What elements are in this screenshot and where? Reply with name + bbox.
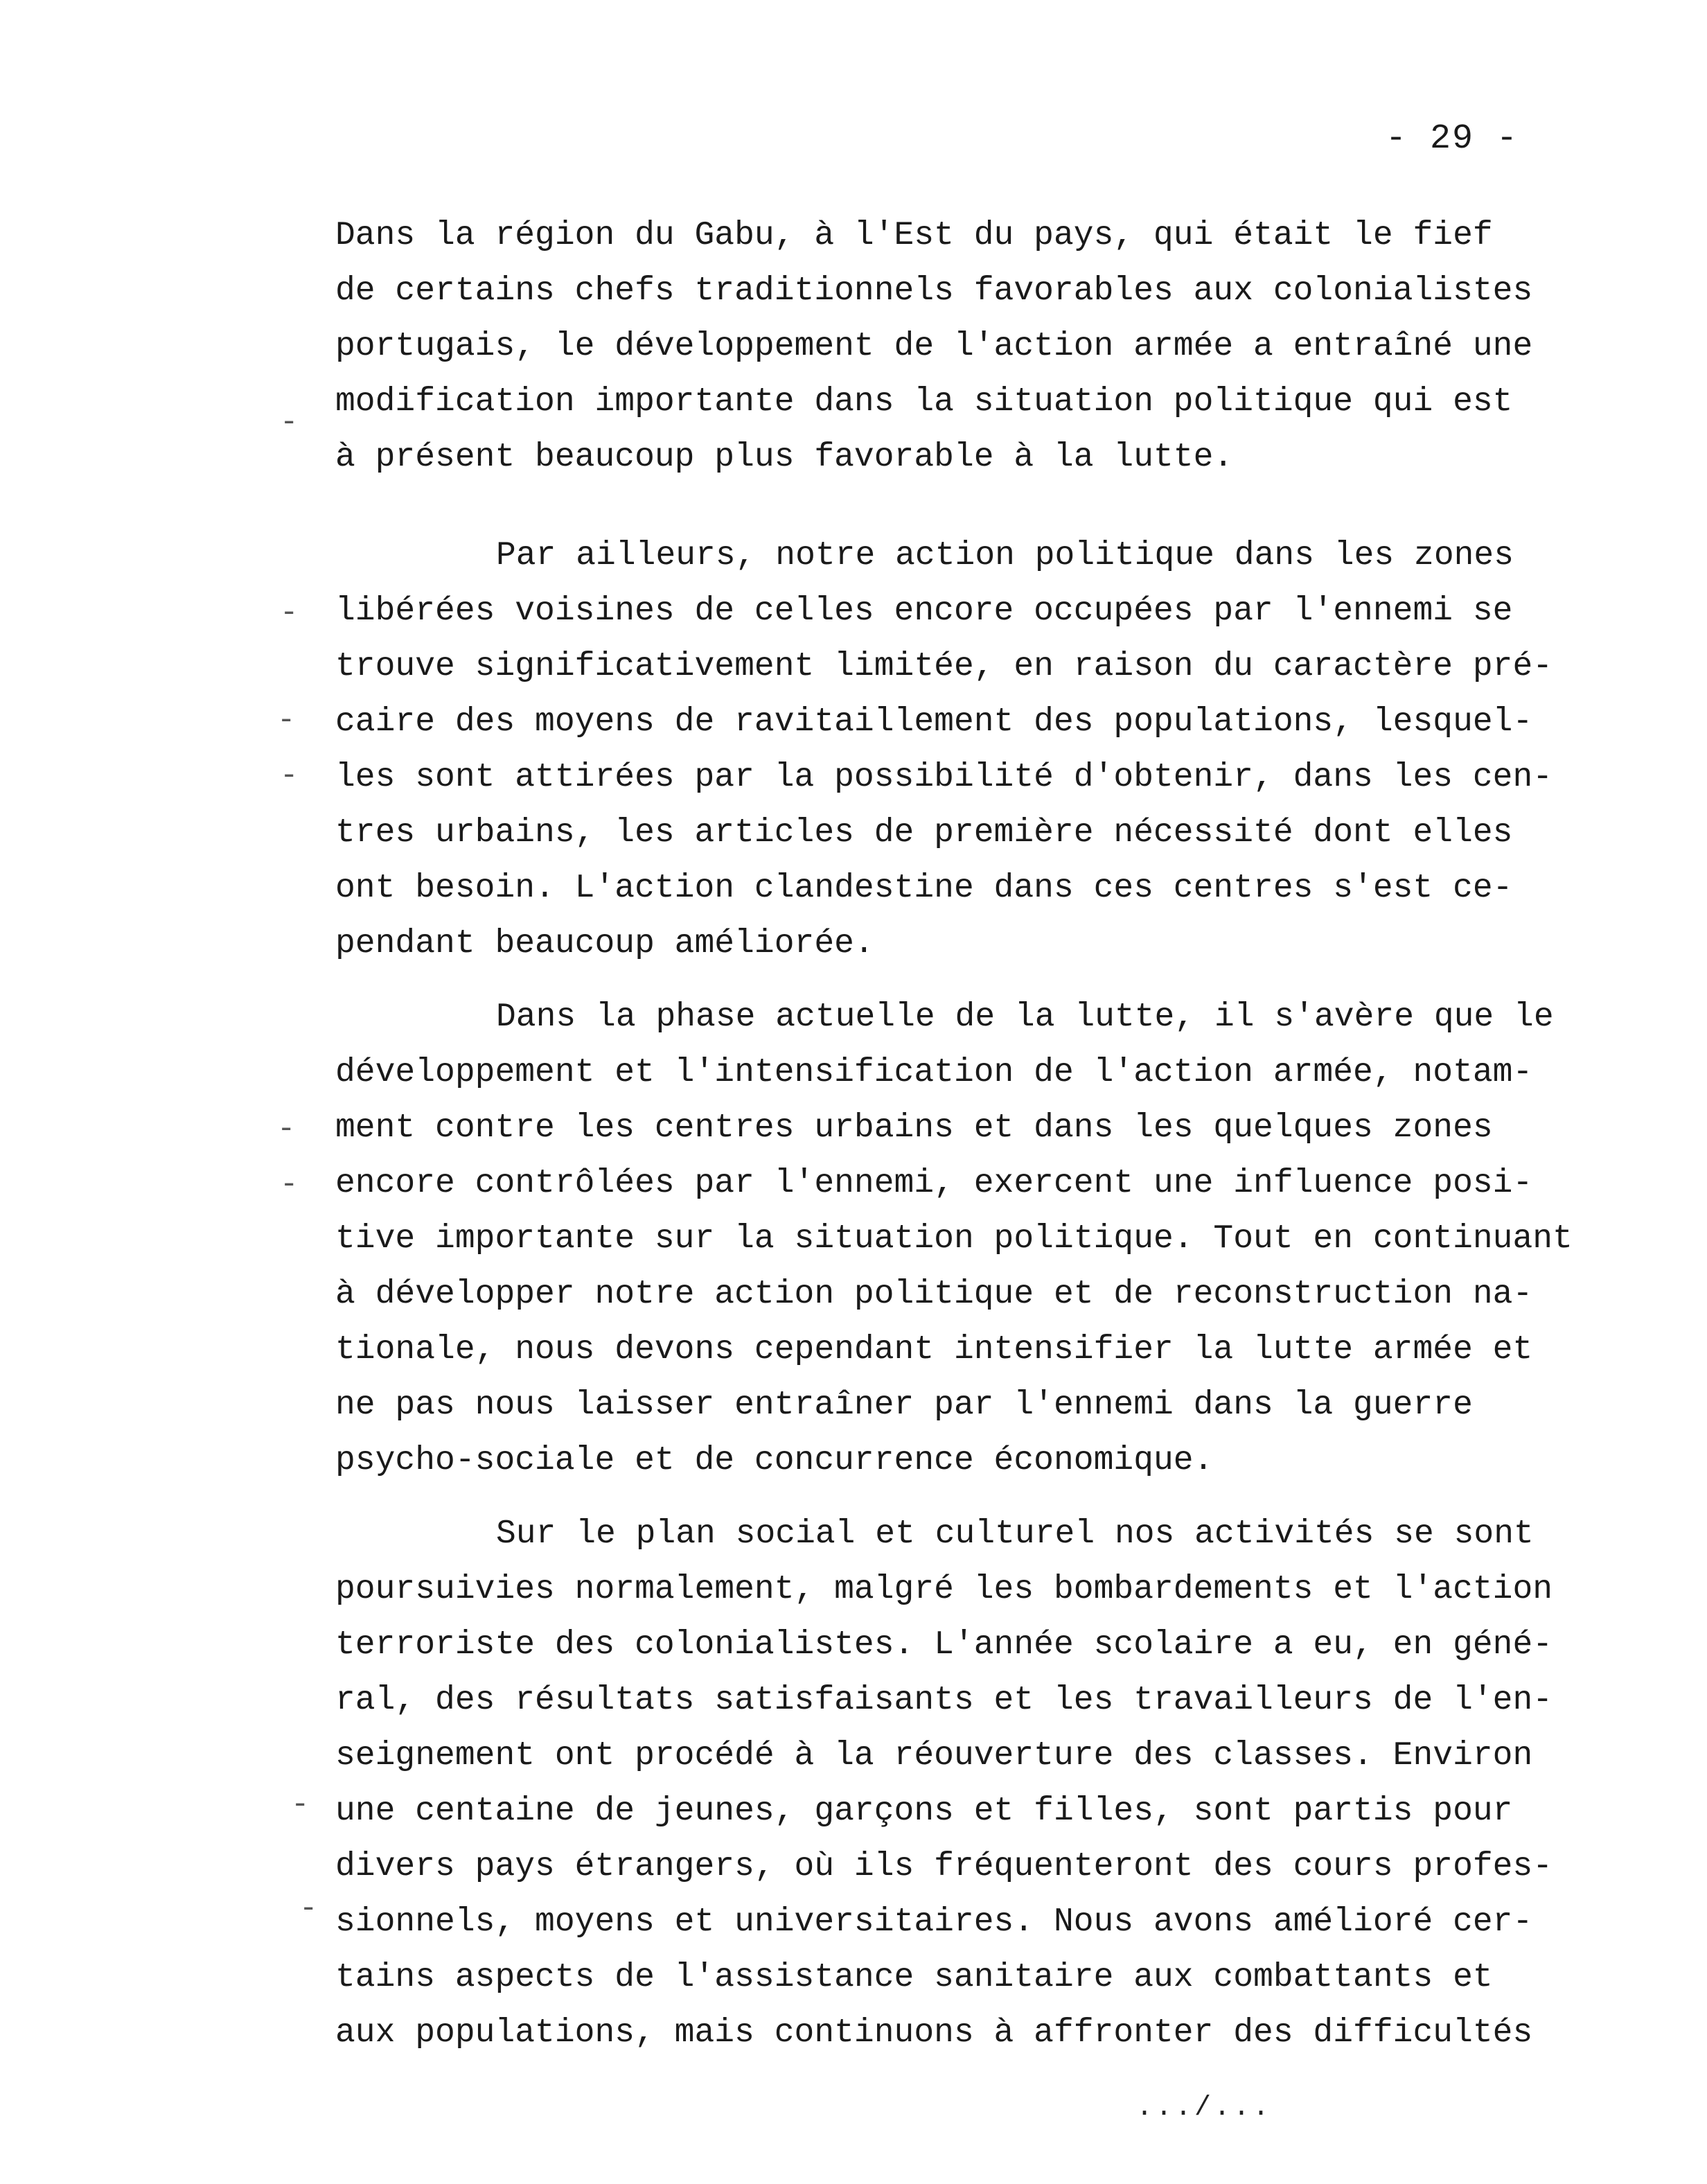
text-line: développement et l'intensification de l'action armée, notam- (335, 1054, 1533, 1091)
text-line: terroriste des colonialistes. L'année scolaire a eu, en géné- (335, 1626, 1553, 1664)
paragraph (335, 989, 1573, 1488)
margin-mark: - (291, 1788, 310, 1822)
text-line: divers pays étrangers, où ils fréquenteront des cours profes- (335, 1848, 1553, 1885)
text-line: libérées voisines de celles encore occupées par l'ennemi se (335, 592, 1513, 630)
text-line: modification importante dans la situation politique qui est (335, 383, 1513, 421)
page-number: - 29 - (1386, 119, 1519, 159)
text-line: de certains chefs traditionnels favorables aux colonialistes (335, 272, 1533, 310)
text-line: tive importante sur la situation politique. Tout en continuant (335, 1220, 1573, 1258)
text-line: Dans la phase actuelle de la lutte, il s'avère que le (496, 998, 1554, 1036)
text-line: ne pas nous laisser entraîner par l'ennemi dans la guerre (335, 1386, 1473, 1424)
text-line: encore contrôlées par l'ennemi, exercent une influence posi- (335, 1165, 1533, 1202)
paragraph (335, 528, 1553, 971)
margin-mark: - (299, 1892, 318, 1926)
continuation-marker: .../... (1136, 2093, 1273, 2124)
text-line: tres urbains, les articles de première nécessité dont elles (335, 814, 1513, 852)
text-line: ral, des résultats satisfaisants et les travailleurs de l'en- (335, 1682, 1553, 1719)
text-line: poursuivies normalement, malgré les bombardements et l'action (335, 1571, 1553, 1608)
margin-mark: - (280, 596, 299, 631)
paragraph (335, 208, 1532, 485)
text-line: seignement ont procédé à la réouverture des classes. Environ (335, 1737, 1533, 1774)
text-line: sionnels, moyens et universitaires. Nous avons amélioré cer- (335, 1903, 1533, 1941)
text-line: aux populations, mais continuons à affronter des difficultés (335, 2014, 1533, 2052)
text-line: Par ailleurs, notre action politique dans les zones (496, 537, 1514, 574)
margin-mark: - (280, 1168, 299, 1202)
margin-mark: - (280, 405, 299, 440)
text-line: tionale, nous devons cependant intensifier la lutte armée et (335, 1331, 1533, 1368)
text-line: ont besoin. L'action clandestine dans ces centres s'est ce- (335, 870, 1513, 907)
text-line: les sont attirées par la possibilité d'obtenir, dans les cen- (335, 759, 1553, 796)
text-line: ment contre les centres urbains et dans les quelques zones (335, 1109, 1493, 1147)
text-line: Sur le plan social et culturel nos activités se sont (496, 1515, 1534, 1553)
text-line: caire des moyens de ravitaillement des populations, lesquel- (335, 703, 1533, 741)
text-line: trouve significativement limitée, en raison du caractère pré- (335, 648, 1553, 685)
margin-mark: - (277, 703, 296, 738)
paragraph (335, 1506, 1553, 2061)
text-line: une centaine de jeunes, garçons et filles, sont partis pour (335, 1793, 1513, 1830)
margin-mark: - (277, 1112, 296, 1147)
text-line: portugais, le développement de l'action armée a entraîné une (335, 328, 1533, 365)
text-line: pendant beaucoup améliorée. (335, 925, 874, 962)
margin-mark: - (280, 759, 299, 793)
text-line: tains aspects de l'assistance sanitaire aux combattants et (335, 1959, 1493, 1996)
text-line: psycho-sociale et de concurrence économique. (335, 1442, 1214, 1479)
text-line: à présent beaucoup plus favorable à la lutte. (335, 439, 1234, 476)
text-line: Dans la région du Gabu, à l'Est du pays, qui était le fief (335, 217, 1493, 254)
text-line: à développer notre action politique et de reconstruction na- (335, 1276, 1533, 1313)
